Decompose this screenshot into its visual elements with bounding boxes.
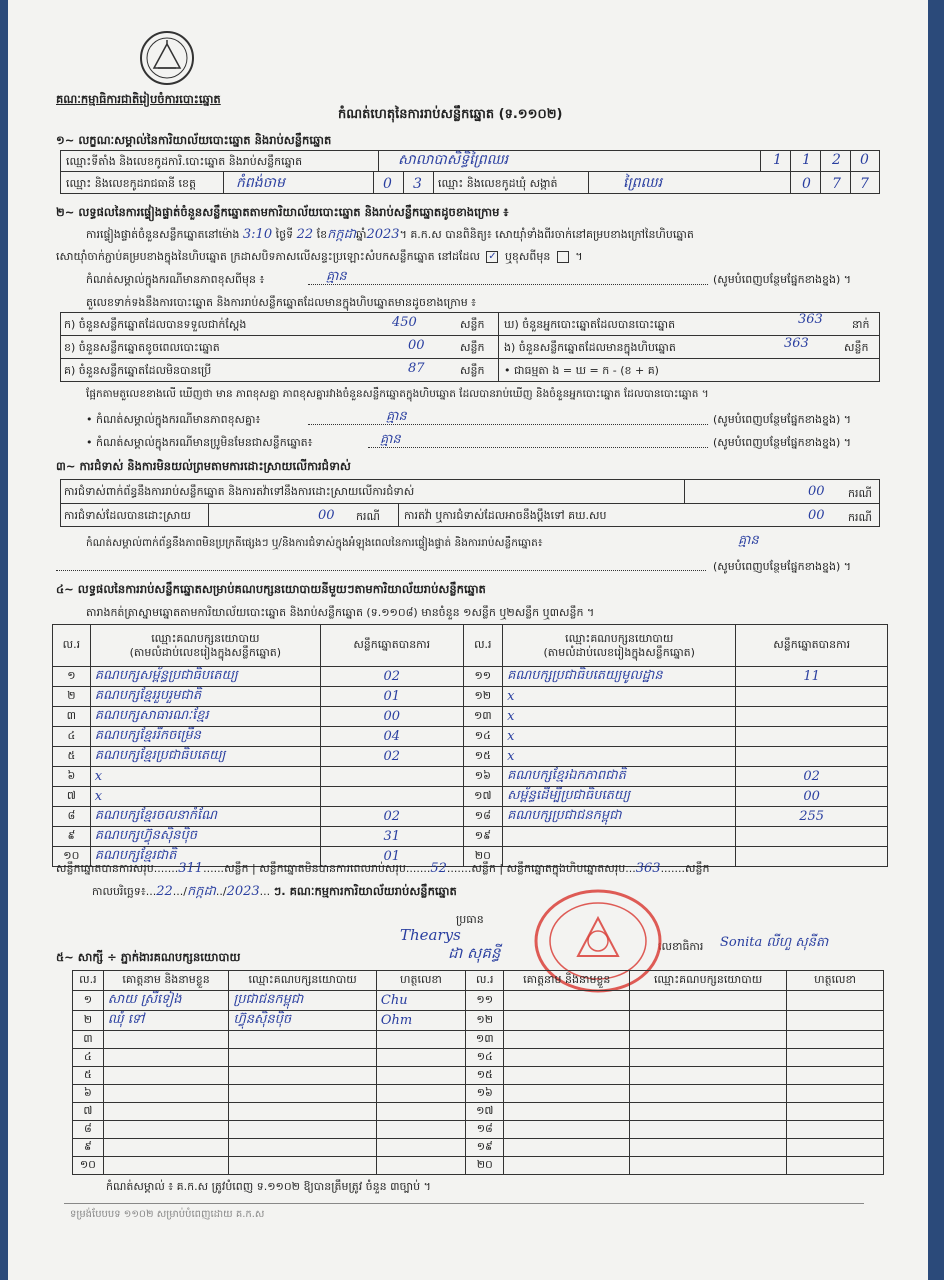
col-party: ឈ្មោះគណបក្សនយោបាយ (តាមលំដាប់លេខរៀងក្នុងសន្លឹកឆ្នោត) [90,625,320,667]
party-votes: 02 [803,769,820,784]
row-number: ១១ [474,668,492,682]
row-number: ៥ [67,748,76,762]
party-votes: 02 [383,809,401,824]
party-votes: 01 [383,689,401,704]
verify-day: 22 [296,227,314,242]
province-code-1: 0 [383,176,392,192]
party-name: x [507,709,515,724]
witness-table: ល.រ គោត្តនាម និងនាមខ្លួន ឈ្មោះគណបក្សនយោបាយ ហត្ថលេខា ល.រ គោត្តនាម និងនាមខ្លួន ឈ្មោះគណបក្សនយោបាយ ហត្ថលេខា ១ សាយ ស្រីទៀង ប្រជាជនកម្ពុជា Chu ១១ ២ ឈុំ ទៅ ហ៊្វុនស៊ិនប៉ិច Ohm ១២ ៣ ១៣ ៤ ១៤ ៥ ១៥ ៦ ១៦ ៧ ១៧ ៨ ១៨ ៩ ១៩ ១០ ២០ [72,970,884,1175]
row-number: ១៩ [476,1139,493,1153]
row-number: ៥ [83,1067,92,1081]
totals-line: សន្លឹកឆ្នោតបានការសរុប.......311......សន្លឹក | សន្លឹកឆ្នោតមិនបានការពេលរាប់សរុប.......52.......សន្លឹក | សន្លឹកឆ្នោតក្នុងហិបឆ្នោតសរុប...363.......សន្លឹក [56,861,710,876]
ballot-count-form: គណៈកម្មាធិការជាតិរៀបចំការបោះឆ្នោត កំណត់ហេតុនៃការរាប់សន្លឹកឆ្នោត (ទ.១១០២) ១~ លក្ខណៈសម្គាល់នៃការិយាល័យបោះឆ្នោត និងរាប់សន្លឹកឆ្នោត ឈ្មោះទីតាំង និងលេខកូដការិ.បោះឆ្នោត និងរាប់សន្លឹកឆ្នោត សាលាបាសិទ្ធិព្រៃឈរ 1 1 2 0 ឈ្មោះ និងលេខកូដរាជធានី ខេត្ត កំពង់ចាម 0 3 ឈ្មោះ និងលេខកូដឃុំ សង្កាត់ ព្រៃឈរ 0 7 7 ២~ លទ្ធផលនៃការផ្ទៀងផ្ទាត់ចំនួនសន្លឹកឆ្នោតតាមការិយាល័យបោះឆ្នោត និងរាប់សន្លឹកឆ្នោតដូចខាងក្រោម ៖ ការផ្ទៀងផ្ទាត់ចំនួនសន្លឹកឆ្នោតនៅម៉ោង 3:10 ថ្ងៃទី 22 ខែកក្កដាឆ្នាំ2023។ គ.ក.ស បានពិនិត្យ៖ សោយ៉ាំទាំងពីរចាក់នៅគម្របខាងក្រៅនៃហិបឆ្នោត សោយ៉ាំចាក់ភ្ជាប់គម្របខាងក្នុងនៃហិបឆ្នោត ក្រដាសបិទភាសលើសន្ទះប្រឡោះសំបកសន្លឹកឆ្នោត នៅដដែល ✓ ឬខុសពីមុន ។ កំណត់សម្គាល់ក្នុងករណីមានភាពខុសពីមុន ៖ គ្មាន (សូមបំពេញបន្ថែមផ្នែកខាងខ្នង) ។ តួលេខទាក់ទងនឹងការបោះឆ្នោត និងការរាប់សន្លឹកឆ្នោតដែលមានក្នុងហិបឆ្នោតមានដូចខាងក្រោម ៖ ក) ចំនួនសន្លឹកឆ្នោតដែលបានទទួលជាក់ស្តែង 450 សន្លឹក ខ) ចំនួនសន្លឹកឆ្នោតខូចពេលបោះឆ្នោត 00 សន្លឹក គ) ចំនួនសន្លឹកឆ្នោតដែលមិនបានប្រើ 87 សន្លឹក ឃ) ចំនួនអ្នកបោះឆ្នោតដែលបានបោះឆ្នោត 363 នាក់ ង) ចំនួនសន្លឹកឆ្នោតដែលមានក្នុងហិបឆ្នោត 363 សន្លឹក • ជាធម្មតា ង = ឃ = ក - (ខ + គ) ផ្អែកតាមតួលេខខាងលើ ឃើញថា មាន ភាពខុសគ្នា ភាពខុសគ្នារវាងចំនួនសន្លឹកឆ្នោតក្នុងហិបឆ្នោត ដែលបានរាប់ឃើញ និងចំនួនអ្នកបោះឆ្នោត ដែលបានបោះឆ្នោត ។ • កំណត់សម្គាល់ក្នុងករណីមានភាពខុសគ្នា៖ គ្មាន (សូមបំពេញបន្ថែមផ្នែកខាងខ្នង) ។ • កំណត់សម្គាល់ក្នុងករណីមានប្រូមិនមែនជាសន្លឹកឆ្នោត៖ គ្មាន (សូមបំពេញបន្ថែមផ្នែកខាងខ្នង) ។ ៣~ ការជំទាស់ និងការមិនយល់ព្រមតាមការដោះស្រាយលើការជំទាស់ ការជំទាស់ពាក់ព័ន្ធនឹងការរាប់សន្លឹកឆ្នោត និងការតវ៉ាទៅនឹងការដោះស្រាយលើការជំទាស់ 00 ករណី ការជំទាស់ដែលបានដោះស្រាយ 00 ករណី ការតវ៉ា ឬការជំទាស់ដែលអាចនឹងប្តឹងទៅ គឃ.សប 00 ករណី កំណត់សម្គាល់ពាក់ព័ន្ធនឹងភាពមិនប្រក្រតីផ្សេងៗ ឬ/និងការជំទាស់ក្នុងអំឡុងពេលនៃការផ្ទៀងផ្ទាត់ និងការរាប់សន្លឹកឆ្នោត៖ គ្មាន (សូមបំពេញបន្ថែមផ្នែកខាងខ្នង) ។ ៤~ លទ្ធផលនៃការរាប់សន្លឹកឆ្នោតសម្រាប់គណបក្សនយោបាយនីមួយៗតាមការិយាល័យរាប់សន្លឹកឆ្នោត តារាងកត់ត្រាស្នាមឆ្នោតតាមការិយាល័យបោះឆ្នោត និងរាប់សន្លឹកឆ្នោត (ទ.១១០៨) មានចំនួន ១សន្លឹក ឬ២សន្លឹក ឬ៣សន្លឹក ។ ល.រ ឈ្មោះគណបក្សនយោបាយ (តាមលំដាប់លេខរៀងក្នុងសន្លឹកឆ្នោត) សន្លឹកឆ្នោតបានការ ល.រ ឈ្មោះគណបក្សនយោបាយ (តាមលំដាប់លេខរៀងក្នុងសន្លឹកឆ្នោត) សន្លឹកឆ្នោតបានការ ១ គណបក្សសម្ព័ន្ធប្រជាធិបតេយ្យ 02 ១១ គណបក្សប្រជាធិបតេយ្យមូលដ្ឋាន 11 ២ គណបក្សខ្មែររួបរួមជាតិ 01 ១២ x ៣ គណបក្សសាធារណៈខ្មែរ 00 ១៣ x ៤ គណបក្សខ្មែររីកចម្រើន 04 ១៤ x ៥ គណបក្សខ្មែរប្រជាធិបតេយ្យ 02 ១៥ x ៦ x ១៦ គណបក្សខ្មែរឯកភាពជាតិ 02 ៧ x ១៧ សម្ព័ន្ធដើម្បីប្រជាធិបតេយ្យ 00 ៨ គណបក្សខ្មែរចលនាកំណែ 02 ១៨ គណបក្សប្រជាជនកម្ពុជា 255 ៩ គណបក្សហ៊្វុនស៊ិនប៉ិច 31 ១៩ ១០ គណបក្សខ្មែរជាតិ 01 ២០ សន្លឹកឆ្នោតបានការសរុប.......311......សន្លឹក | សន្លឹកឆ្នោតមិនបានការពេលរាប់សរុប.......52.......សន្លឹក | សន្លឹកឆ្នោតក្នុងហិបឆ្នោតសរុប...363.......សន្លឹក កាលបរិច្ឆេទ៖...22.../កក្កដា../2023... ៗ. គណៈកម្មការការិយាល័យរាប់សន្លឹកឆ្នោត ប្រធាន Thearys ដា សុគន្ធី លេខាធិការ Sonita លីហួ សុនីតា ៥~ សាក្សី ÷ ភ្នាក់ងារគណបក្សនយោបាយ ល.រ គោត្តនាម និងនាមខ្លួន ឈ្មោះគណបក្សនយោបាយ ហត្ថលេខា ល.រ គោត្តនាម និងនាមខ្លួន ឈ្មោះគណបក្សនយោបាយ ហត្ថលេខា ១ សាយ ស្រីទៀង ប្រជាជនកម្ពុជា Chu ១១ ២ ឈុំ ទៅ ហ៊្វុនស៊ិនប៉ិច Ohm ១២ ៣ ១៣ ៤ ១៤ ៥ ១៥ ៦ ១៦ ៧ ១៧ ៨ ១៨ ៩ ១៩ ១០ ២០ កំណត់សម្គាល់ ៖ គ.ក.ស ត្រូវបំពេញ ទ.១១០២ ឱ្យបានត្រឹមត្រូវ ចំនួន ៣ច្បាប់ ។ ទម្រង់បែបបទ ១១០២ សម្រាប់បំពេញដោយ គ.ក.ស [8,0,928,1280]
results-row [53,727,888,747]
party-name: គណបក្សខ្មែរជាតិ [94,848,177,863]
verify-year: 2023 [366,227,400,242]
results-table [52,624,888,867]
row-number: ១២ [474,688,492,702]
party-votes: 02 [383,669,401,684]
resolved-label: ការជំទាស់ដែលបានដោះស្រាយ [64,509,191,522]
verify-line-1: ការផ្ទៀងផ្ទាត់ចំនួនសន្លឹកឆ្នោតនៅម៉ោង 3:10 ថ្ងៃទី 22 ខែកក្កដាឆ្នាំ2023។ គ.ក.ស បានពិនិត្យ៖ សោយ៉ាំទាំងពីរចាក់នៅគម្របខាងក្រៅនៃហិបឆ្នោត [86,227,694,242]
row-number: ១៤ [476,1049,493,1063]
row-number: ១១ [476,992,494,1006]
spoiled-value: 00 [408,338,425,353]
party-name: គណបក្សខ្មែរចលនាកំណែ [94,808,217,823]
party-name: x [94,789,103,804]
row-number: ១៨ [474,808,491,822]
section2-title: ២~ លទ្ធផលនៃការផ្ទៀងផ្ទាត់ចំនួនសន្លឹកឆ្នោតតាមការិយាល័យបោះឆ្នោត និងរាប់សន្លឹកឆ្នោតដូចខាងក្រោម ៖ [56,205,509,219]
date-month: កក្កដា [186,884,216,899]
row-number: ៣ [83,1031,93,1045]
party-votes: 00 [803,789,820,804]
row-number: ២ [67,688,76,702]
party-votes: 11 [803,669,820,684]
footnote: កំណត់សម្គាល់ ៖ គ.ក.ស ត្រូវបំពេញ ទ.១១០២ ឱ្យបានត្រឹមត្រូវ ចំនួន ៣ច្បាប់ ។ [106,1180,431,1193]
row-number: ១៨ [476,1121,493,1135]
unused-label: គ) ចំនួនសន្លឹកឆ្នោតដែលមិនបានប្រើ [64,364,212,377]
row-number: ៦ [67,768,76,782]
changed-checkbox[interactable] [557,251,569,263]
province-code-2: 3 [413,176,422,192]
witness-signature: Ohm [380,1013,413,1028]
row-number: ១៥ [474,748,491,762]
unused-value: 87 [408,361,425,376]
nec-emblem-icon [136,30,198,86]
witness-row [73,1139,884,1157]
row-number: ៨ [83,1121,92,1135]
party-name: x [507,689,515,704]
commune-label: ឈ្មោះ និងលេខកូដឃុំ សង្កាត់ [438,177,558,190]
location-code-4: 0 [860,152,869,168]
party-name: គណបក្សខ្មែររីកចម្រើន [94,728,201,743]
verify-line-2: សោយ៉ាំចាក់ភ្ជាប់គម្របខាងក្នុងនៃហិបឆ្នោត ក្រដាសបិទភាសលើសន្ទះប្រឡោះសំបកសន្លឹកឆ្នោត នៅដដែល ✓ ឬខុសពីមុន ។ [56,250,583,263]
col-votes: សន្លឹកឆ្នោតបានការ [320,625,463,667]
total-in-box: 363 [635,861,661,876]
witness-row [73,1157,884,1175]
objections-value: 00 [808,484,825,499]
party-name: គណបក្សខ្មែររួបរួមជាតិ [94,688,202,703]
party-votes: 00 [383,709,401,724]
witness-row [73,1085,884,1103]
location-label: ឈ្មោះទីតាំង និងលេខកូដការិ.បោះឆ្នោត និងរាប់សន្លឹកឆ្នោត [66,155,303,168]
row-number: ១ [83,992,93,1006]
commune-value: ព្រៃឈរ [623,175,663,191]
party-name: x [507,729,515,744]
compare-line: ផ្អែកតាមតួលេខខាងលើ ឃើញថា មាន ភាពខុសគ្នា ភាពខុសគ្នារវាងចំនួនសន្លឹកឆ្នោតក្នុងហិបឆ្នោត ដែលបានរាប់ឃើញ និងចំនួនអ្នកបោះឆ្នោត ដែលបានបោះឆ្នោត ។ [86,388,709,400]
witness-name: ឈុំ ទៅ [107,1012,145,1027]
location-code-2: 1 [802,152,811,168]
party-votes: 31 [383,829,401,844]
party-votes: 255 [799,809,825,824]
received-value: 450 [392,315,417,330]
row-number: ៦ [83,1085,92,1099]
irregularity-label: កំណត់សម្គាល់ពាក់ព័ន្ធនឹងភាពមិនប្រក្រតីផ្សេងៗ ឬ/និងការជំទាស់ក្នុងអំឡុងពេលនៃការផ្ទៀងផ្ទាត់ និងការរាប់សន្លឹកឆ្នោត៖ [86,537,543,549]
date-year: 2023 [226,884,260,899]
note1-suffix: (សូមបំពេញបន្ថែមផ្នែកខាងខ្នង) ។ [713,273,852,286]
same-checkbox[interactable]: ✓ [488,251,497,262]
date-line: កាលបរិច្ឆេទ៖...22.../កក្កដា../2023... ៗ. គណៈកម្មការការិយាល័យរាប់សន្លឹកឆ្នោត [92,884,457,899]
row-number: ២០ [476,1157,493,1171]
row-number: ៤ [67,728,76,742]
witness-row [73,1067,884,1085]
party-votes: 01 [383,849,401,864]
form-code-note: ទម្រង់បែបបទ ១១០២ សម្រាប់បំពេញដោយ គ.ក.ស [70,1209,265,1220]
total-invalid: 52 [430,861,447,876]
note2-value: គ្មាន [386,409,407,424]
row-number: ៤ [83,1049,92,1063]
witness-name: សាយ ស្រីទៀង [107,992,182,1007]
witness-party: ប្រជាជនកម្ពុជា [233,992,304,1007]
party-name: គណបក្សខ្មែរឯកភាពជាតិ [507,768,626,783]
row-number: ១៧ [476,1103,494,1117]
province-label: ឈ្មោះ និងលេខកូដរាជធានី ខេត្ត [66,177,196,190]
col-no: ល.រ [53,625,91,667]
row-number: ១៧ [474,788,492,802]
witness-row [73,1011,884,1031]
province-value: កំពង់ចាម [236,175,285,191]
row-number: ៣ [66,708,77,722]
results-row [53,787,888,807]
row-number: ៧ [83,1103,93,1117]
commune-code-2: 7 [832,176,841,192]
verify-month: កក្កដា [327,227,356,242]
form-title: កំណត់ហេតុនៃការរាប់សន្លឹកឆ្នោត (ទ.១១០២) [338,107,563,122]
row-number: ៩ [83,1139,92,1153]
row-number: ១៦ [476,1085,493,1099]
witness-party: ហ៊្វុនស៊ិនប៉ិច [233,1012,292,1027]
party-name: គណបក្សខ្មែរប្រជាធិបតេយ្យ [94,748,226,763]
verify-time: 3:10 [242,227,273,242]
note3-label: • កំណត់សម្គាល់ក្នុងករណីមានប្រូមិនមែនជាសន្លឹកឆ្នោត៖ [86,436,313,449]
row-number: ២ [83,1012,93,1026]
party-name: គណបក្សហ៊្វុនស៊ិនប៉ិច [94,828,197,843]
chair-signature: Thearys [400,926,461,944]
commune-code-3: 7 [860,176,869,192]
col-votes-right: សន្លឹកឆ្នោតបានការ [736,625,888,667]
appeal-value: 00 [808,508,825,523]
row-number: ១ [67,668,76,682]
total-valid: 311 [178,861,204,876]
voters-label: ឃ) ចំនួនអ្នកបោះឆ្នោតដែលបានបោះឆ្នោត [504,318,676,331]
chair-label: ប្រធាន [456,913,484,926]
row-number: ១០ [79,1157,96,1171]
results-row [53,667,888,687]
appeal-label: ការតវ៉ា ឬការជំទាស់ដែលអាចនឹងប្តឹងទៅ គឃ.សប [404,509,607,522]
row-number: ២០ [474,848,491,862]
commune-code-1: 0 [802,176,811,192]
row-number: ១៩ [474,828,491,842]
row-number: ៨ [67,808,76,822]
date-day: 22 [156,884,173,899]
row-number: ៩ [67,828,76,842]
chair-name: ដា សុគន្ធី [448,944,501,962]
party-name: សម្ព័ន្ធដើម្បីប្រជាធិបតេយ្យ [507,788,631,803]
voters-value: 363 [798,312,823,327]
witness-signature: Chu [380,993,408,1008]
resolved-value: 00 [318,508,335,523]
note2-label: • កំណត់សម្គាល់ក្នុងករណីមានភាពខុសគ្នា៖ [86,413,261,426]
party-name: គណបក្សប្រជាជនកម្ពុជា [507,808,622,823]
note3-value: គ្មាន [380,432,401,447]
col-party-right: ឈ្មោះគណបក្សនយោបាយ (តាមលំដាប់លេខរៀងក្នុងសន្លឹកឆ្នោត) [503,625,736,667]
committee-name: គណៈកម្មាធិការជាតិរៀបចំការបោះឆ្នោត [56,92,221,106]
spoiled-label: ខ) ចំនួនសន្លឹកឆ្នោតខូចពេលបោះឆ្នោត [64,341,220,354]
row-number: ១២ [476,1012,494,1026]
witness-row [73,1103,884,1121]
location-code-1: 1 [773,152,782,168]
row-number: ១៦ [474,768,491,782]
witness-row [73,1049,884,1067]
formula: • ជាធម្មតា ង = ឃ = ក - (ខ + គ) [504,364,659,377]
section5-title: ៥~ សាក្សី ÷ ភ្នាក់ងារគណបក្សនយោបាយ [56,950,241,964]
irregularity-value: គ្មាន [738,533,759,548]
party-name: គណបក្សសាធារណៈខ្មែរ [94,708,209,723]
note1-label: កំណត់សម្គាល់ក្នុងករណីមានភាពខុសពីមុន ៖ [86,273,265,286]
note1-value: គ្មាន [326,269,347,284]
section1-title: ១~ លក្ខណៈសម្គាល់នៃការិយាល័យបោះឆ្នោត និងរាប់សន្លឹកឆ្នោត [56,133,332,147]
party-votes: 04 [383,729,401,744]
results-row [53,827,888,847]
party-votes: 02 [383,749,401,764]
section4-title: ៤~ លទ្ធផលនៃការរាប់សន្លឹកឆ្នោតសម្រាប់គណបក្សនយោបាយនីមួយៗតាមការិយាល័យរាប់សន្លឹកឆ្នោត [56,582,486,596]
party-name: គណបក្សប្រជាធិបតេយ្យមូលដ្ឋាន [507,668,663,683]
party-name: គណបក្សសម្ព័ន្ធប្រជាធិបតេយ្យ [94,668,238,683]
results-row [53,747,888,767]
secretary-name: Sonita លីហួ សុនីតា [720,935,829,950]
location-code-3: 2 [832,152,841,168]
row-number: ១០ [63,848,80,862]
witness-row [73,1121,884,1139]
witness-row [73,1031,884,1049]
results-row [53,767,888,787]
in-box-value: 363 [784,336,809,351]
figures-intro: តួលេខទាក់ទងនឹងការបោះឆ្នោត និងការរាប់សន្លឹកឆ្នោតដែលមានក្នុងហិបឆ្នោតមានដូចខាងក្រោម ៖ [86,296,477,309]
section3-title: ៣~ ការជំទាស់ និងការមិនយល់ព្រមតាមការដោះស្រាយលើការជំទាស់ [56,459,351,473]
in-box-label: ង) ចំនួនសន្លឹកឆ្នោតដែលមានក្នុងហិបឆ្នោត [504,341,676,354]
row-number: ១៣ [475,1031,494,1045]
party-name: x [507,749,515,764]
results-row [53,707,888,727]
attachment-line: តារាងកត់ត្រាស្នាមឆ្នោតតាមការិយាល័យបោះឆ្នោត និងរាប់សន្លឹកឆ្នោត (ទ.១១០៨) មានចំនួន ១សន្លឹក ឬ២សន្លឹក ឬ៣សន្លឹក ។ [86,606,595,619]
party-name: x [94,769,103,784]
row-number: ១៣ [473,708,492,722]
objections-label: ការជំទាស់ពាក់ព័ន្ធនឹងការរាប់សន្លឹកឆ្នោត និងការតវ៉ាទៅនឹងការដោះស្រាយលើការជំទាស់ [64,485,415,498]
secretary-label: លេខាធិការ [658,940,704,953]
results-row [53,807,888,827]
row-number: ១៤ [474,728,491,742]
row-number: ១៥ [476,1067,493,1081]
row-number: ៧ [66,788,76,802]
results-row [53,687,888,707]
col-no-right: ល.រ [463,625,503,667]
location-value: សាលាបាសិទ្ធិព្រៃឈរ [398,152,509,168]
received-label: ក) ចំនួនសន្លឹកឆ្នោតដែលបានទទួលជាក់ស្តែង [64,318,247,331]
witness-row [73,991,884,1011]
